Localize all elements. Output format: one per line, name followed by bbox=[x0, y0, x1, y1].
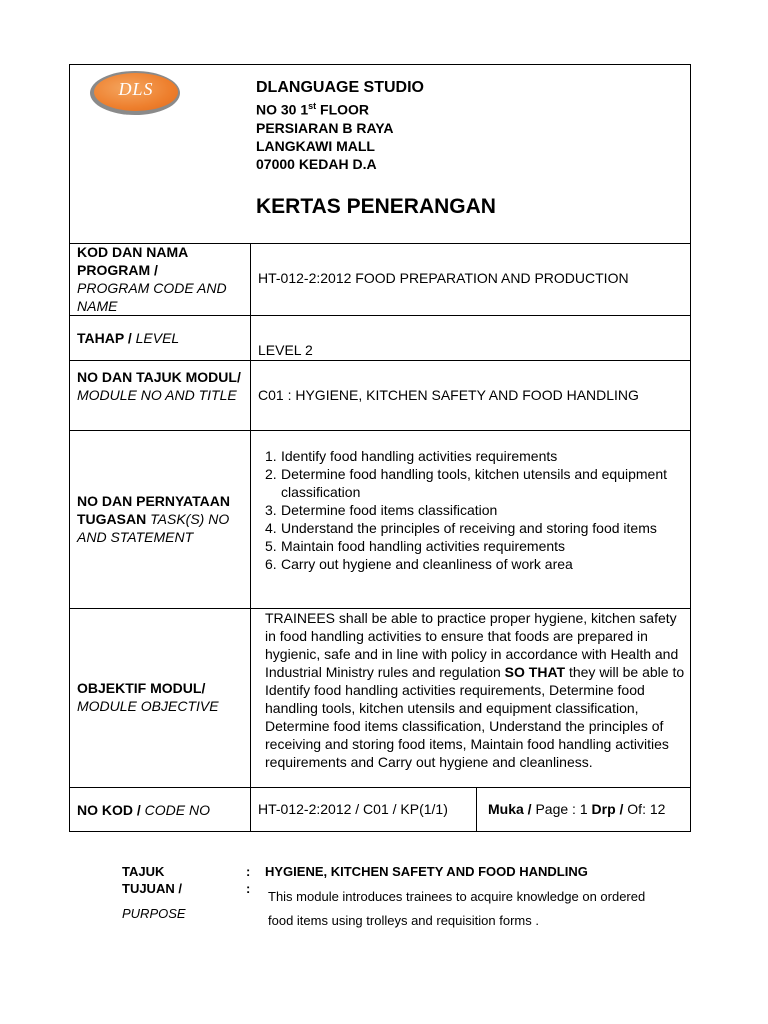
org-name: DLANGUAGE STUDIO bbox=[256, 79, 424, 96]
tajuk-value: HYGIENE, KITCHEN SAFETY AND FOOD HANDLING bbox=[265, 864, 588, 879]
tujuan-label: TUJUAN / bbox=[122, 881, 182, 896]
objective-label: OBJEKTIF MODUL/ MODULE OBJECTIVE bbox=[77, 680, 219, 714]
info-sheet-table bbox=[69, 64, 691, 832]
column-divider bbox=[476, 787, 477, 831]
module-label: NO DAN TAJUK MODUL/ MODULE NO AND TITLE bbox=[77, 369, 241, 403]
divider bbox=[70, 315, 690, 316]
address-line-1: NO 30 1st FLOOR bbox=[256, 101, 370, 118]
divider bbox=[70, 787, 690, 788]
task-item bbox=[261, 501, 681, 519]
task-text: Maintain food handling activities requirements bbox=[281, 538, 566, 554]
module-value: C01 : HYGIENE, KITCHEN SAFETY AND FOOD HANDLING bbox=[258, 387, 639, 403]
address-line-3: LANGKAWI MALL bbox=[256, 137, 375, 154]
task-item bbox=[261, 537, 681, 555]
purpose-line-1: This module introduces trainees to acquire knowledge on ordered bbox=[268, 889, 646, 904]
task-item bbox=[261, 555, 681, 573]
address-line-4: 07000 KEDAH D.A bbox=[256, 155, 377, 172]
task-number: 6. bbox=[265, 556, 277, 572]
program-label: KOD DAN NAMA PROGRAM / PROGRAM CODE AND NAME bbox=[77, 244, 227, 314]
task-number: 1. bbox=[265, 448, 277, 464]
purpose-line-2: food items using trolleys and requisition forms . bbox=[268, 913, 539, 928]
tajuk-label: TAJUK bbox=[122, 864, 165, 879]
task-text: Determine food items classification bbox=[281, 502, 498, 518]
logo-text: DLS bbox=[118, 79, 154, 99]
document-title: KERTAS PENERANGAN bbox=[256, 195, 496, 218]
task-text: Determine food handling tools, kitchen utensils and equipment classification bbox=[281, 466, 668, 500]
task-text: Identify food handling activities requirements bbox=[281, 448, 558, 464]
level-label: TAHAP / LEVEL bbox=[77, 330, 180, 346]
task-number: 5. bbox=[265, 538, 277, 554]
dls-logo bbox=[90, 71, 180, 115]
code-value: HT-012-2:2012 / C01 / KP(1/1) bbox=[258, 801, 448, 817]
organization-address bbox=[256, 79, 424, 173]
divider bbox=[70, 360, 690, 361]
objective-text: TRAINEES shall be able to practice proper hygiene, kitchen safety in food handling activities to ensure that foods are prepared in hygienic, safe and in line with policy in accordance with Health and Industrial Ministry rules and regulation SO THAT they will be able to Identify food handling activities requirements, Determine food handling tools, kitchen utensils and equipment classification, Determine food items classification, Understand the principles of receiving and storing food items, Maintain food handling activities requirements and Carry out hygiene and cleanliness. bbox=[265, 610, 685, 770]
tasks-list bbox=[261, 447, 681, 573]
purpose-label: PURPOSE bbox=[122, 906, 186, 921]
tasks-label: NO DAN PERNYATAAN TUGASAN TASK(S) NO AND STATEMENT bbox=[77, 493, 230, 545]
task-item bbox=[261, 519, 681, 537]
program-value: HT-012-2:2012 FOOD PREPARATION AND PRODUCTION bbox=[258, 270, 629, 286]
divider bbox=[70, 430, 690, 431]
task-text: Understand the principles of receiving and storing food items bbox=[281, 520, 657, 536]
task-number: 3. bbox=[265, 502, 277, 518]
address-line-2: PERSIARAN B RAYA bbox=[256, 119, 394, 136]
code-label: NO KOD / CODE NO bbox=[77, 802, 211, 818]
column-divider bbox=[250, 243, 251, 831]
task-number: 2. bbox=[265, 466, 277, 482]
task-item bbox=[261, 465, 681, 501]
tajuk-colon: : bbox=[246, 864, 251, 879]
tujuan-colon: : bbox=[246, 881, 251, 896]
level-value: LEVEL 2 bbox=[258, 342, 313, 358]
page-info: Muka / Page : 1 Drp / Of: 12 bbox=[488, 801, 666, 817]
task-number: 4. bbox=[265, 520, 277, 536]
task-text: Carry out hygiene and cleanliness of work area bbox=[281, 556, 573, 572]
task-item bbox=[261, 447, 681, 465]
